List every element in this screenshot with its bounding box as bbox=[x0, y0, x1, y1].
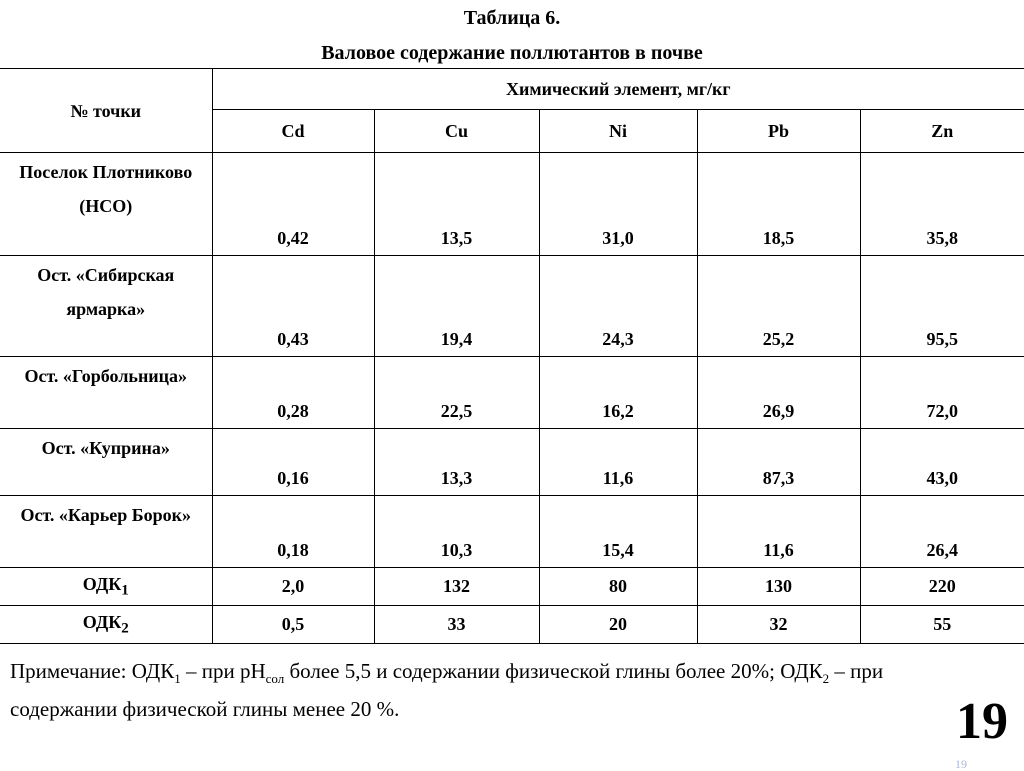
point-name: Ост. «Карьер Борок» bbox=[0, 496, 212, 568]
element-header-cd: Cd bbox=[212, 110, 374, 153]
value-zn: 55 bbox=[860, 606, 1024, 644]
table-row bbox=[0, 496, 1024, 568]
table-title: Таблица 6. bbox=[463, 7, 561, 29]
value-cu: 13,5 bbox=[374, 153, 539, 256]
point-name: Ост. «Куприна» bbox=[0, 429, 212, 496]
slide-number-footer: 19 bbox=[955, 757, 967, 771]
value-cd: 0,28 bbox=[212, 357, 374, 429]
value-pb: 32 bbox=[697, 606, 860, 644]
value-cu: 13,3 bbox=[374, 429, 539, 496]
table-note: Примечание: $ОДК_1$ – при $рН_{сол}$ более 5,5 и содержании физической глины более 20%; $ОДК_2$ – при содержании физической глины менее 20 %. bbox=[10, 659, 884, 722]
value-cd: 0,43 bbox=[212, 256, 374, 357]
value-cu: 10,3 bbox=[374, 496, 539, 568]
point-name: Поселок Плотниково (НСО) bbox=[0, 153, 212, 256]
value-zn: 26,4 bbox=[860, 496, 1024, 568]
point-column-header: № точки bbox=[0, 69, 212, 153]
value-ni: 15,4 bbox=[539, 496, 697, 568]
odk-row bbox=[0, 568, 1024, 606]
value-cd: 0,16 bbox=[212, 429, 374, 496]
pollutants-table bbox=[0, 68, 1024, 644]
element-header-ni: Ni bbox=[539, 110, 697, 153]
value-ni: 24,3 bbox=[539, 256, 697, 357]
value-zn: 35,8 bbox=[860, 153, 1024, 256]
value-zn: 43,0 bbox=[860, 429, 1024, 496]
element-header-pb: Pb bbox=[697, 110, 860, 153]
value-zn: 72,0 bbox=[860, 357, 1024, 429]
table-subtitle: Валовое содержание поллютантов в почве bbox=[321, 42, 703, 64]
value-cu: 132 bbox=[374, 568, 539, 606]
odk-row bbox=[0, 606, 1024, 644]
value-pb: 26,9 bbox=[697, 357, 860, 429]
element-group-header: Химический элемент, мг/кг bbox=[212, 69, 1024, 110]
value-pb: 130 bbox=[697, 568, 860, 606]
element-header-cu: Cu bbox=[374, 110, 539, 153]
value-cd: 0,18 bbox=[212, 496, 374, 568]
table-row bbox=[0, 429, 1024, 496]
value-pb: 25,2 bbox=[697, 256, 860, 357]
value-pb: 87,3 bbox=[697, 429, 860, 496]
value-ni: 31,0 bbox=[539, 153, 697, 256]
value-cd: 0,5 bbox=[212, 606, 374, 644]
value-cd: 2,0 bbox=[212, 568, 374, 606]
value-ni: 16,2 bbox=[539, 357, 697, 429]
value-cu: 19,4 bbox=[374, 256, 539, 357]
value-ni: 11,6 bbox=[539, 429, 697, 496]
value-zn: 220 bbox=[860, 568, 1024, 606]
value-pb: 11,6 bbox=[697, 496, 860, 568]
table-row bbox=[0, 153, 1024, 256]
value-cu: 22,5 bbox=[374, 357, 539, 429]
value-cu: 33 bbox=[374, 606, 539, 644]
value-ni: 80 bbox=[539, 568, 697, 606]
table-row bbox=[0, 357, 1024, 429]
element-header-zn: Zn bbox=[860, 110, 1024, 153]
value-zn: 95,5 bbox=[860, 256, 1024, 357]
table-row bbox=[0, 256, 1024, 357]
point-name: Ост. «Сибирская ярмарка» bbox=[0, 256, 212, 357]
odk-label: $ОДК_1$ bbox=[0, 568, 212, 606]
value-ni: 20 bbox=[539, 606, 697, 644]
value-cd: 0,42 bbox=[212, 153, 374, 256]
value-pb: 18,5 bbox=[697, 153, 860, 256]
point-name: Ост. «Горбольница» bbox=[0, 357, 212, 429]
odk-label: $ОДК_2$ bbox=[0, 606, 212, 644]
header-row-group bbox=[0, 69, 1024, 110]
slide-number: 19 bbox=[956, 693, 1008, 750]
